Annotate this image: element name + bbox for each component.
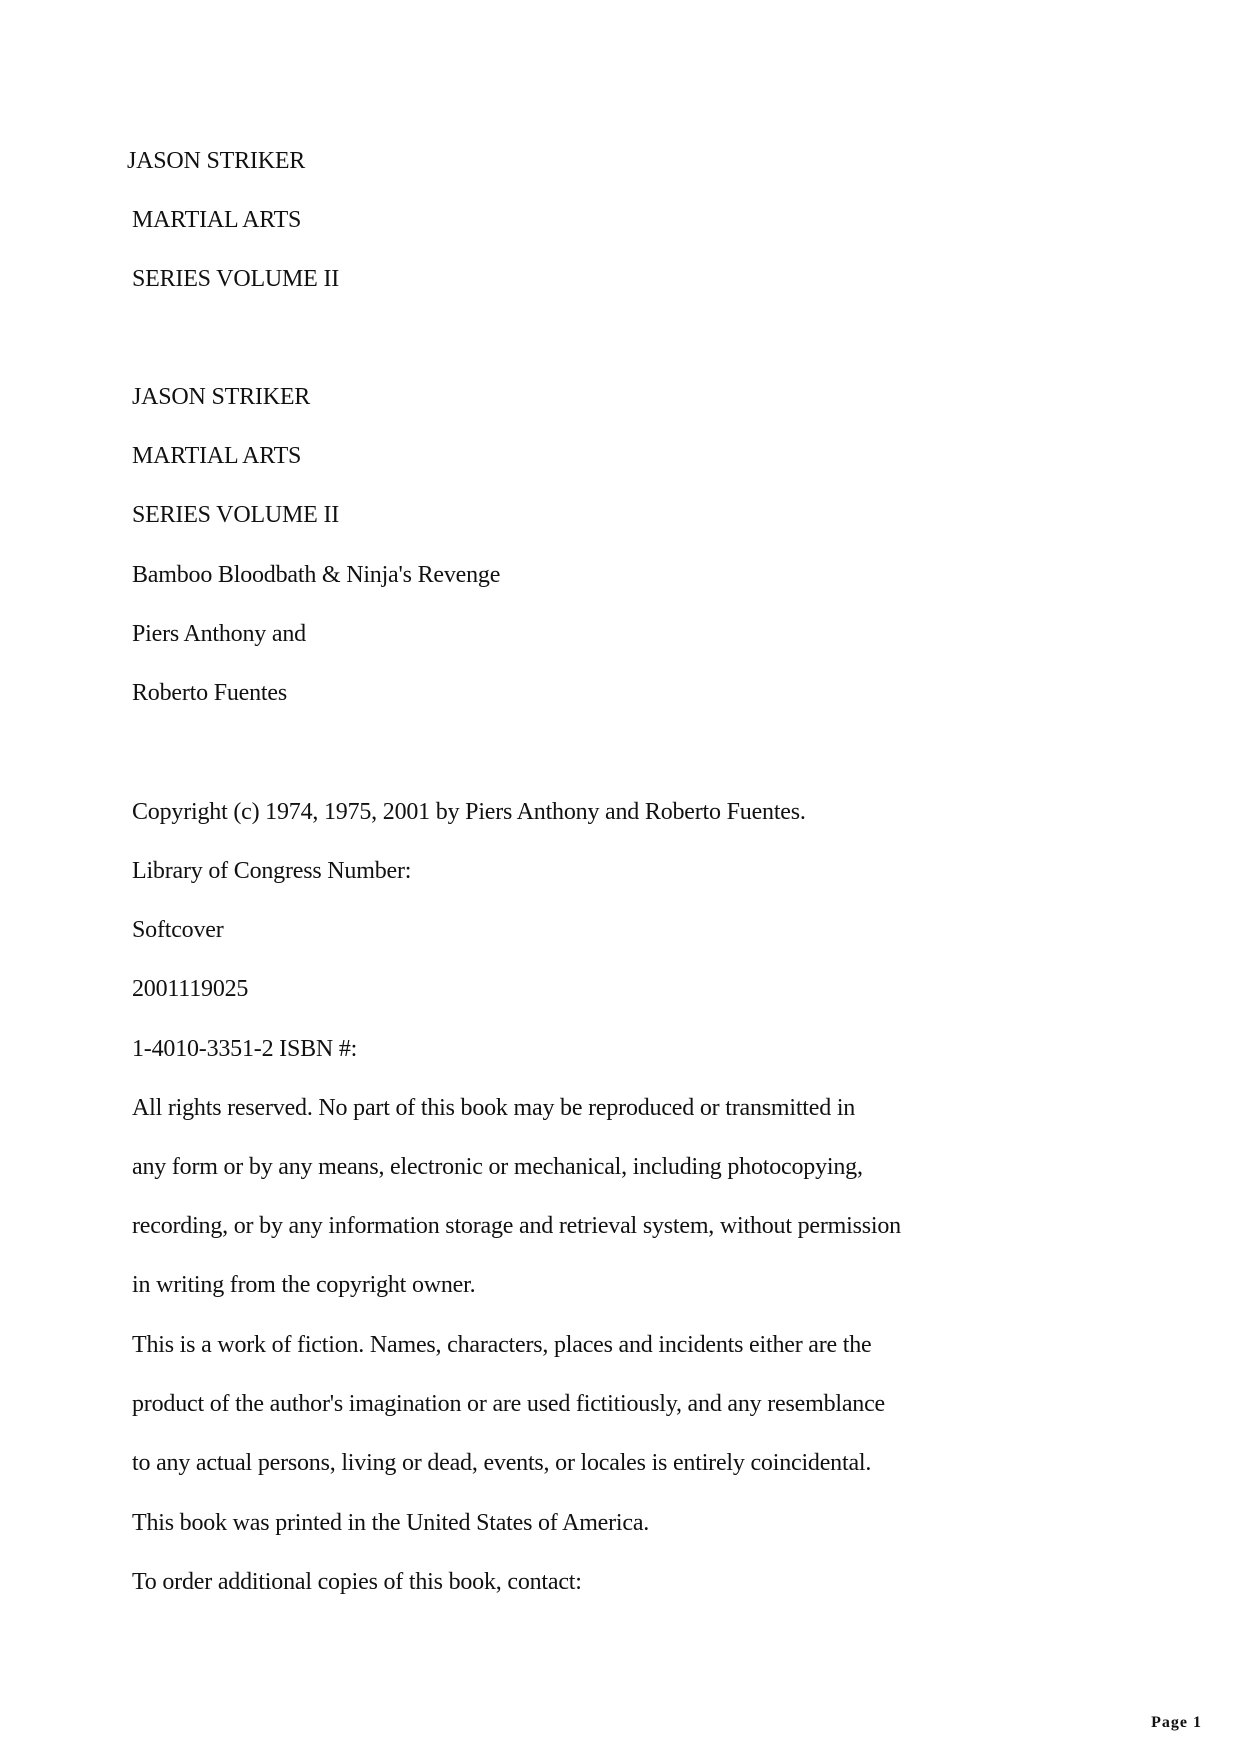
printed-line: This book was printed in the United States of America.: [132, 1510, 650, 1536]
rights-line-4: in writing from the copyright owner.: [132, 1272, 476, 1298]
series-title-repeat-line-1: JASON STRIKER: [132, 384, 311, 410]
loc-label: Library of Congress Number:: [132, 858, 412, 884]
rights-line-1: All rights reserved. No part of this book may be reproduced or transmitted in: [132, 1095, 856, 1121]
format-label: Softcover: [132, 917, 224, 943]
copyright-notice: Copyright (c) 1974, 1975, 2001 by Piers Anthony and Roberto Fuentes.: [132, 799, 806, 825]
rights-line-2: any form or by any means, electronic or mechanical, including photocopying,: [132, 1154, 863, 1180]
rights-line-3: recording, or by any information storage and retrieval system, without permission: [132, 1213, 901, 1239]
book-title: Bamboo Bloodbath & Ninja's Revenge: [132, 562, 501, 588]
fiction-line-2: product of the author's imagination or are used fictitiously, and any resemblance: [132, 1391, 885, 1417]
series-title-line-2: MARTIAL ARTS: [132, 207, 302, 233]
author-line-1: Piers Anthony and: [132, 621, 306, 647]
series-title-repeat-line-3: SERIES VOLUME II: [132, 502, 340, 528]
order-line: To order additional copies of this book, contact:: [132, 1569, 582, 1595]
author-line-2: Roberto Fuentes: [132, 680, 287, 706]
page-number: Page 1: [1151, 1714, 1202, 1731]
fiction-line-1: This is a work of fiction. Names, characters, places and incidents either are the: [132, 1332, 872, 1358]
fiction-line-3: to any actual persons, living or dead, events, or locales is entirely coincidental.: [132, 1450, 872, 1476]
series-title-repeat-line-2: MARTIAL ARTS: [132, 443, 302, 469]
isbn-line: 1-4010-3351-2 ISBN #:: [132, 1036, 358, 1062]
series-title-line-3: SERIES VOLUME II: [132, 266, 340, 292]
loc-number: 2001119025: [132, 976, 249, 1002]
series-title-line-1: JASON STRIKER: [127, 148, 306, 174]
